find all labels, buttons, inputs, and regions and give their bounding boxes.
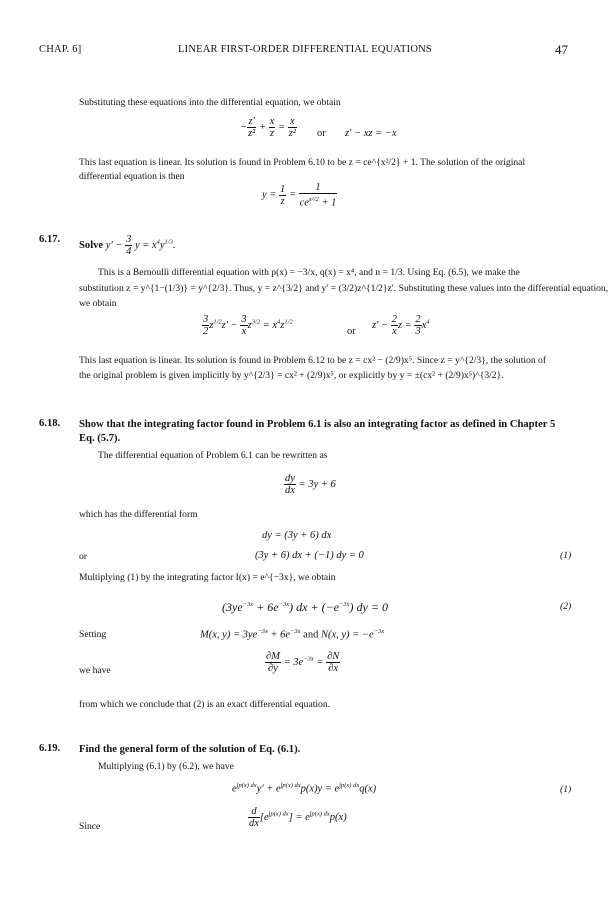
problem-number: 6.19. [39, 743, 61, 754]
paragraph-line: we obtain [79, 298, 117, 309]
wehave-label: we have [79, 665, 111, 676]
equation-1: (3y + 6) dx + (−1) dy = 0 [255, 550, 364, 561]
equation-6-19-1: $e^{\int p(x) dx}y' + e^{\int p(x) dx}p(x)y = e^{\int p(x) dx}q(x)$ [232, 782, 377, 795]
problem-number: 6.18. [39, 418, 61, 429]
paragraph-line: The differential equation of Problem 6.1 can be rewritten as [98, 450, 328, 461]
equation-dydx: $\frac{dy}{dx}$ = 3y + 6 [285, 473, 336, 496]
equation-bernoulli-1: $\frac{3}{2}$ $z^{1/2}z'$ − $\frac{3}{x}$ $z^{3/2} = x^4z^{1/2}$ [203, 314, 293, 337]
problem-number: 6.17. [39, 234, 61, 245]
paragraph-line: This is a Bernoulli differential equation with p(x) = −3/x, q(x) = x⁴, and n = 1/3. Using Eq. (6.5), we make the [98, 267, 520, 278]
intro-paragraph: Substituting these equations into the differential equation, we obtain [79, 97, 341, 108]
equation-number: (1) [560, 550, 572, 561]
or-label: or [347, 326, 356, 337]
equation-6-19-2: $\frac{d}{dx}$ $[e^{\int p(x) dx}] = e^{\int p(x) dx}p(x)$ [249, 806, 347, 829]
problem-title-text: Solve [79, 239, 104, 251]
paragraph-line: Multiplying (1) by the integrating factor I(x) = e^{−3x}, we obtain [79, 572, 336, 583]
equation-number: (1) [560, 784, 572, 795]
equation-2: $(3ye^{-3x} + 6e^{-3x})$ dx + $(-e^{-3x})$ dy = 0 [222, 600, 388, 614]
equation-intro-1: − $\frac{z'}{\text{z²}}$ + $\frac{x}{z}$ = $\frac{x}{\text{z²}}$ [240, 116, 296, 139]
equation-intro-2: z′ − xz = −x [345, 128, 397, 139]
since-label: Since [79, 821, 101, 832]
paragraph-line: which has the differential form [79, 509, 198, 520]
equation-number: (2) [560, 601, 572, 612]
or-label: or [317, 128, 326, 139]
and-label: and [303, 629, 319, 641]
problem-title: Show that the integrating factor found in Problem 6.1 is also an integrating factor as defined in Chapter 5 [79, 419, 556, 430]
setting-label: Setting [79, 629, 107, 640]
equation-bernoulli-2: z′ − $\frac{2}{x}$ z = $\frac{2}{3}$ $x^4$ [372, 314, 430, 337]
or-label: or [79, 551, 87, 562]
paragraph-line: substitution z = y^{1−(1/3)} = y^{2/3}. Thus, y = z^{3/2} and y′ = (3/2)z^{1/2}z′. Substituting these values into the differential equation, [79, 283, 609, 294]
equation-intro-solution: y = $\frac{1}{z}$ = $\frac{1}{ce^{x^2/2} + 1}$ [262, 182, 337, 209]
problem-title: Find the general form of the solution of Eq. (6.1). [79, 744, 301, 755]
intro-paragraph-2: This last equation is linear. Its solution is found in Problem 6.10 to be z = ce^{x²/2} + 1. The solution of the original [79, 157, 526, 168]
problem-title: Solve y′ − $\frac{3}{4}$ $y = x^4y^{1/3}$. [79, 234, 176, 257]
running-title: LINEAR FIRST-ORDER DIFFERENTIAL EQUATIONS [178, 44, 432, 55]
paragraph-line: from which we conclude that (2) is an exact differential equation. [79, 699, 331, 710]
equation-partials: $\frac{\partial M}{\partial y}$ = $3e^{-3x}$ = $\frac{\partial N}{\partial x}$ [266, 651, 340, 674]
intro-paragraph-2b: differential equation is then [79, 171, 185, 182]
chapter-label: CHAP. 6] [39, 44, 82, 55]
problem-title-cont: Eq. (5.7). [79, 433, 121, 444]
page-number: 47 [555, 42, 568, 57]
paragraph-line: the original problem is given implicitly by y^{2/3} = cx² + (2/9)x⁵, or explicitly by y = ±(cx² + (2/9)x⁵)^{3/2}. [79, 370, 504, 381]
paragraph-line: This last equation is linear. Its solution is found in Problem 6.12 to be z = cx² − (2/9)x⁵. Since z = y^{2/3}, the solution of [79, 355, 547, 366]
equation-m-n: M(x, $y) = 3ye^{-3x} + 6e^{-3x}$ and N(x, $y) = -e^{-3x}$ [200, 628, 385, 641]
paragraph-line: Multiplying (6.1) by (6.2), we have [98, 761, 234, 772]
equation-dy: dy = (3y + 6) dx [262, 530, 332, 541]
